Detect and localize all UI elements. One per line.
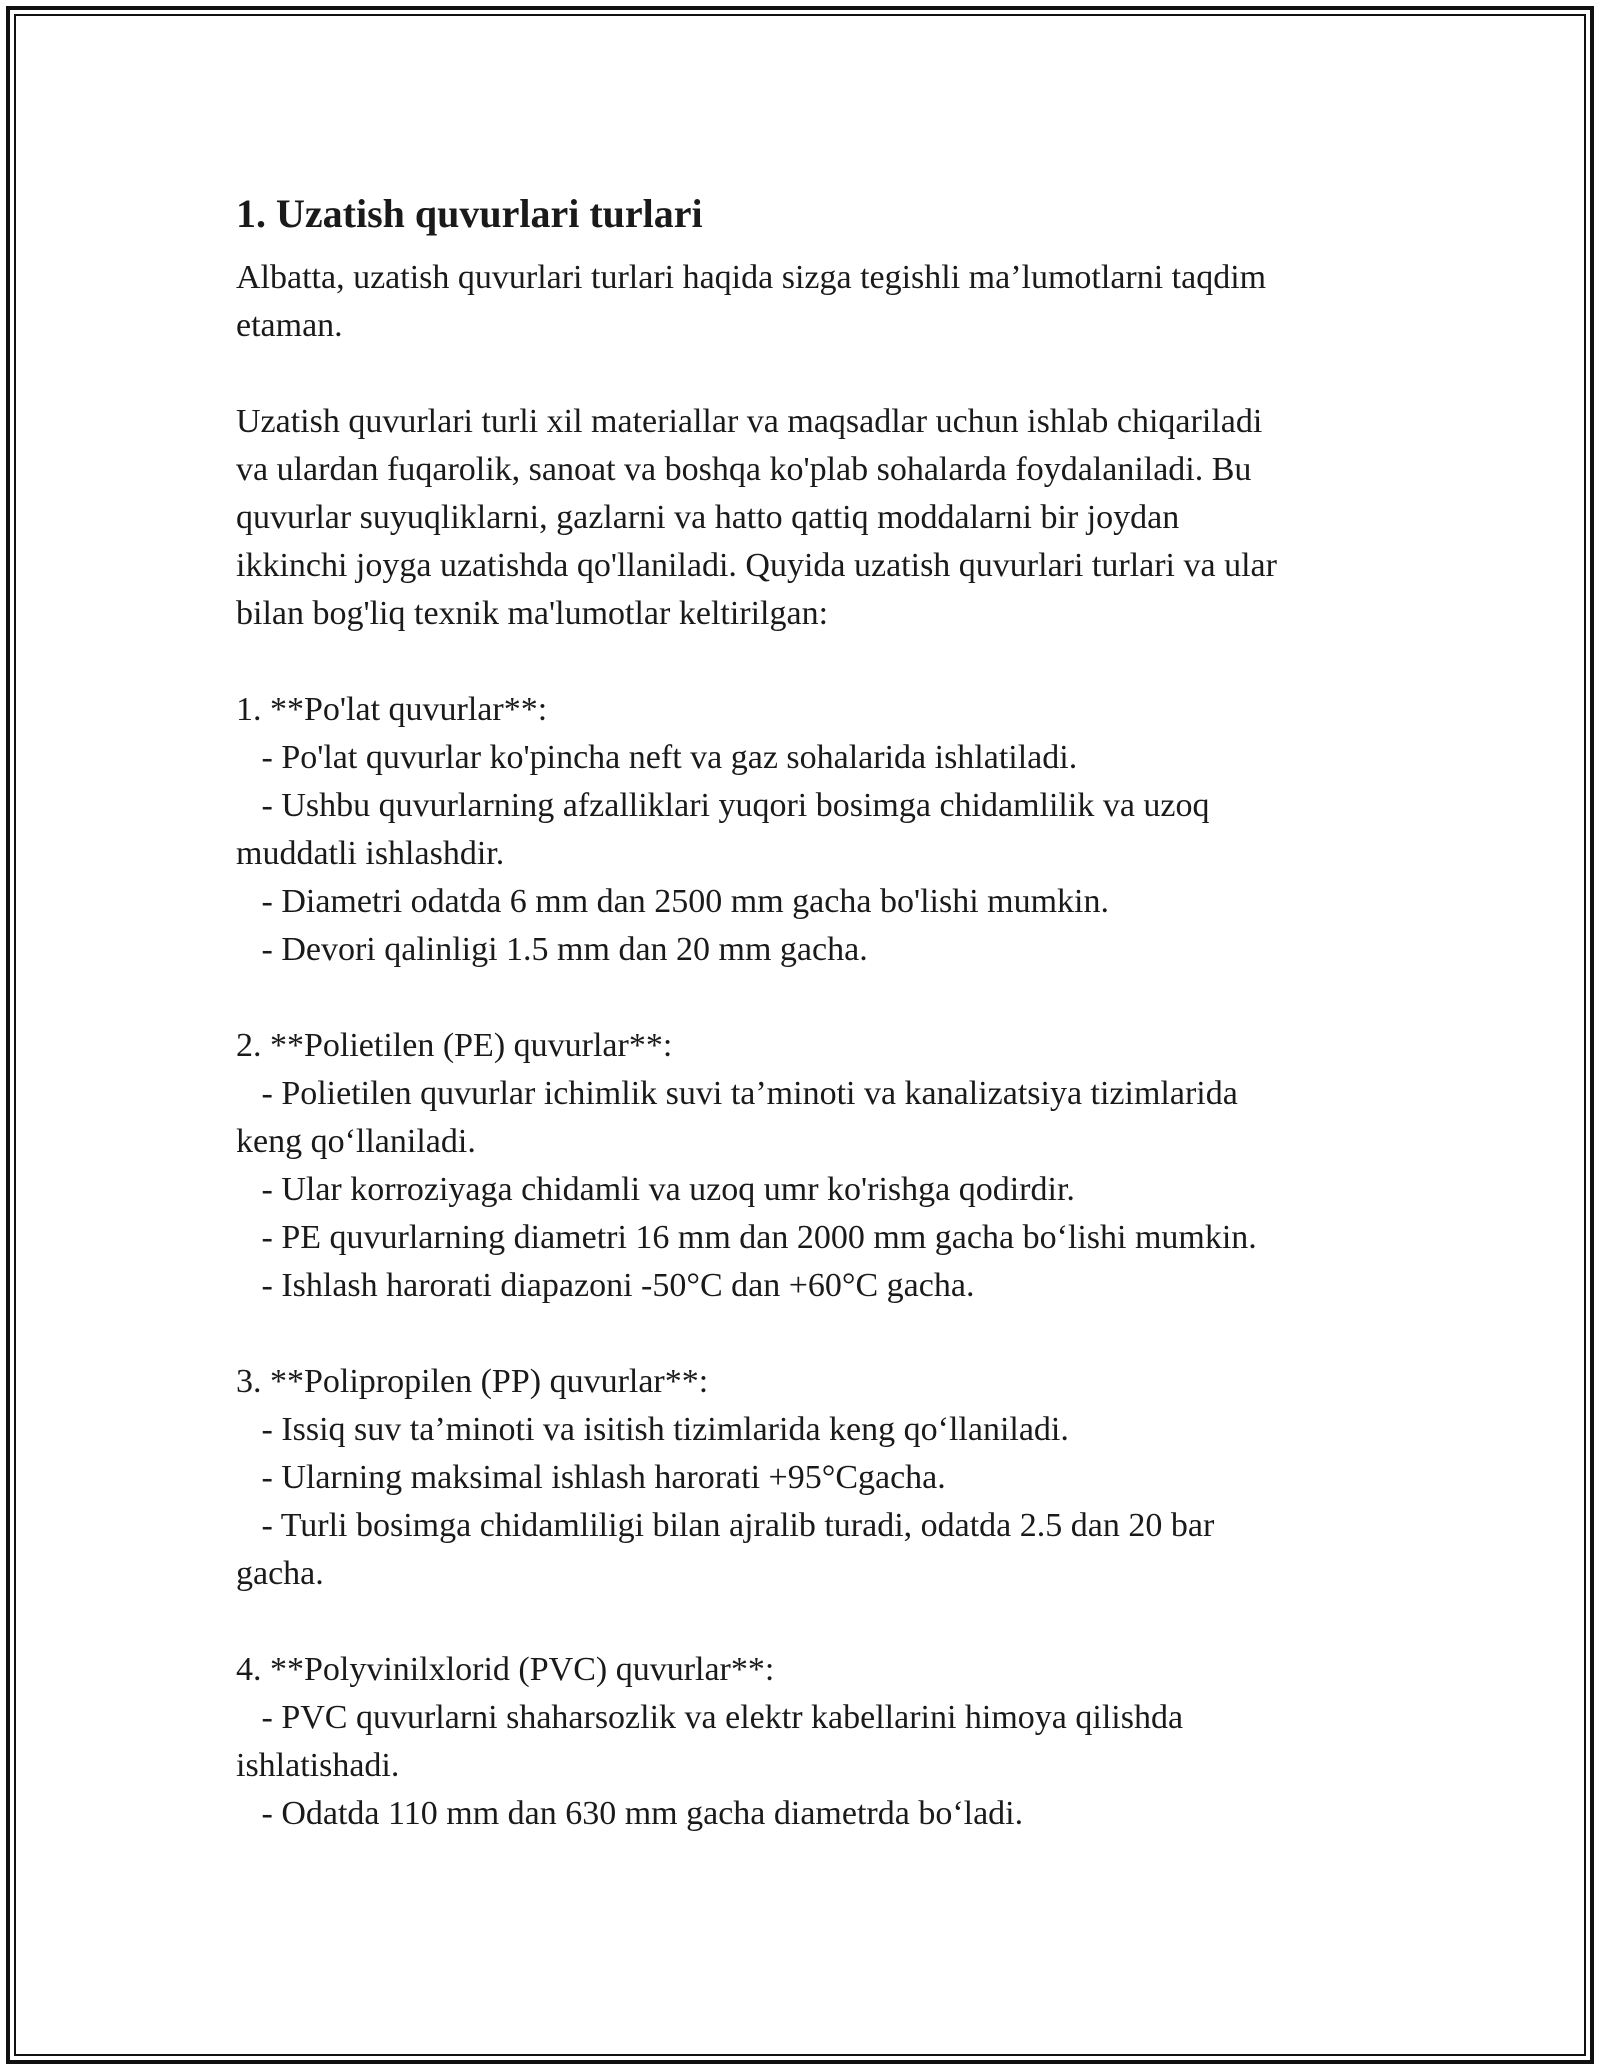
- spacer: [236, 974, 1376, 1022]
- list-item: - Diametri odatda 6 mm dan 2500 mm gacha bo'lishi mumkin.: [236, 883, 1109, 920]
- section-heading: 1. **Po'lat quvurlar**:: [236, 691, 548, 728]
- list-item: - Po'lat quvurlar ko'pincha neft va gaz sohalarida ishlatiladi.: [236, 739, 1078, 776]
- intro-paragraph: Albatta, uzatish quvurlari turlari haqida sizga tegishli ma’lumotlarni taqdim etaman.: [236, 259, 1267, 344]
- list-item: - Devori qalinligi 1.5 mm dan 20 mm gacha.: [236, 931, 868, 968]
- list-item: - Ular korroziyaga chidamli va uzoq umr ko'rishga qodirdir.: [236, 1171, 1075, 1208]
- section-heading: 4. **Polyvinilxlorid (PVC) quvurlar**:: [236, 1651, 775, 1688]
- list-item: - PE quvurlarning diametri 16 mm dan 2000 mm gacha bo‘lishi mumkin.: [236, 1219, 1257, 1256]
- list-item: - Turli bosimga chidamliligi bilan ajralib turadi, odatda 2.5 dan 20 bar gacha.: [236, 1507, 1215, 1592]
- section-steel-pipes: [236, 686, 1376, 974]
- list-item: - Polietilen quvurlar ichimlik suvi ta’minoti va kanalizatsiya tizimlarida keng qo‘llaniladi.: [236, 1075, 1238, 1160]
- section-pp-pipes: [236, 1358, 1376, 1598]
- spacer: [236, 1310, 1376, 1358]
- list-item: - Issiq suv ta’minoti va isitish tizimlarida keng qo‘llaniladi.: [236, 1411, 1069, 1448]
- section-heading: 2. **Polietilen (PE) quvurlar**:: [236, 1027, 673, 1064]
- overview-paragraph: Uzatish quvurlari turli xil materiallar va maqsadlar uchun ishlab chiqariladi va ulardan fuqarolik, sanoat va boshqa ko'plab sohalarda foydalaniladi. Bu quvurlar suyuqliklarni, gazlarni va hatto qattiq moddalarni bir joydan ikkinchi joyga uzatishda qo'llaniladi. Quyida uzatish quvurlari turlari va ular bilan bog'liq texnik ma'lumotlar keltirilgan:: [236, 403, 1277, 632]
- list-item: - Ishlash harorati diapazoni -50°C dan +60°C gacha.: [236, 1267, 975, 1304]
- document-body: [236, 190, 1376, 1838]
- list-item: - Ushbu quvurlarning afzalliklari yuqori bosimga chidamlilik va uzoq muddatli ishlashdir.: [236, 787, 1210, 872]
- section-pe-pipes: [236, 1022, 1376, 1310]
- section-pvc-pipes: [236, 1646, 1376, 1838]
- spacer: [236, 638, 1376, 686]
- list-item: - Ularning maksimal ishlash harorati +95°Cgacha.: [236, 1459, 946, 1496]
- spacer: [236, 1598, 1376, 1646]
- section-heading: 3. **Polipropilen (PP) quvurlar**:: [236, 1363, 709, 1400]
- list-item: - PVC quvurlarni shaharsozlik va elektr kabellarini himoya qilishda ishlatishadi.: [236, 1699, 1184, 1784]
- document-title: 1. Uzatish quvurlari turlari: [236, 191, 703, 236]
- list-item: - Odatda 110 mm dan 630 mm gacha diametrda bo‘ladi.: [236, 1795, 1024, 1832]
- spacer: [236, 350, 1376, 398]
